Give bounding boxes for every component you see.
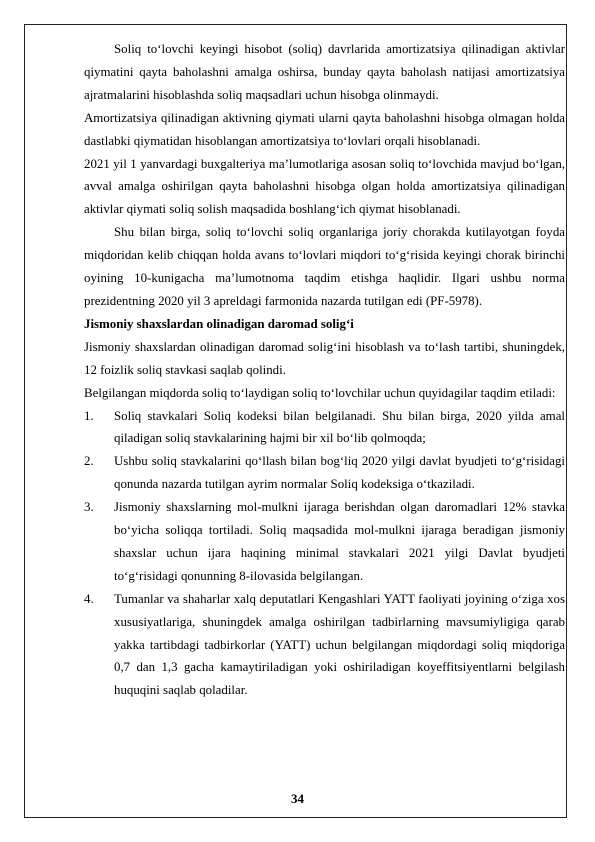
paragraph-advance-payments: Shu bilan birga, soliq to‘lovchi soliq organlariga joriy chorakda kutilayotgan foyda miqdoridan kelib chiqqan holda avans to‘lovlari miqdori to‘g‘risida keyingi chorak birinchi oyining 10-kunigacha ma’lumotnoma taqdim etishga haqlidir. Ilgari ushbu norma prezidentning 2020 yil 3 apreldagi farmonida nazarda tutilgan edi (PF-5978).	[84, 225, 565, 308]
paragraph-fixed-tax-intro: Belgilangan miqdorda soliq to‘laydigan soliq to‘lovchilar uchun quyidagilar taqdim etiladi:	[84, 385, 556, 400]
page-number: 34	[291, 791, 304, 806]
list-item-text: Jismoniy shaxslarning mol-mulkni ijaraga berishdan olgan daromadlari 12% stavka bo‘yicha soliqqa tortiladi. Soliq maqsadida mol-mulkni ijaraga beradigan jismoniy shaxslar uchun ijara haqining minimal stavkalari 2021 yilgi Davlat byudjeti to‘g‘risidagi qonunning 8-ilovasida belgilangan.	[114, 500, 565, 583]
list-item-number: 3.	[84, 500, 94, 515]
list-item-text: Tumanlar va shaharlar xalq deputatlari Kengashlari YATT faoliyati joyining o‘ziga xos xususiyatlariga, shuningdek amalga oshirilgan tadbirlarning mavsumiyligiga qarab yakka tartibdagi tadbirkorlar (YATT) uchun belgilangan miqdordagi soliq miqdoriga 0,7 dan 1,3 gacha kamaytiriladigan yoki oshiriladigan koyeffitsiyentlarni belgilash huquqini saqlab qoladilar.	[114, 591, 565, 698]
list-item-number: 2.	[84, 454, 94, 469]
paragraph-income-tax-order: Jismoniy shaxslardan olinadigan daromad solig‘ini hisoblash va to‘lash tartibi, shuningdek, 12 foizlik soliq stavkasi saqlab qolindi.	[84, 339, 565, 377]
list-item-number: 4.	[84, 591, 94, 606]
section-heading: Jismoniy shaxslardan olinadigan daromad solig‘i	[84, 316, 354, 331]
list-item-text: Soliq stavkalari Soliq kodeksi bilan belgilanadi. Shu bilan birga, 2020 yilda amal qiladigan soliq stavkalarining hajmi bir xil bo‘lib qolmoqda;	[114, 408, 565, 446]
paragraph-initial-value: 2021 yil 1 yanvardagi buxgalteriya ma’lumotlariga asosan soliq to‘lovchida mavjud bo‘lgan, avval amalga oshirilgan qayta baholashni hisobga olgan holda amortizatsiya qilinadigan aktivlar qiymati soliq solish maqsadida boshlang‘ich qiymat hisoblanadi.	[84, 156, 565, 217]
paragraph-amortization-revaluation: Soliq to‘lovchi keyingi hisobot (soliq) davrlarida amortizatsiya qilinadigan aktivlar qiymatini qayta baholashni amalga oshirsa, bunday qayta baholash natijasi amortizatsiya ajratmalarini hisoblashda soliq maqsadlari uchun hisobga olinmaydi.	[84, 42, 565, 102]
list-item-number: 1.	[84, 408, 94, 423]
list-item-text: Ushbu soliq stavkalarini qo‘llash bilan bog‘liq 2020 yilgi davlat byudjeti to‘g‘risidagi qonunda nazarda tutilgan ayrim normalar Soliq kodeksiga o‘tkaziladi.	[114, 454, 565, 492]
paragraph-amortization-value: Amortizatsiya qilinadigan aktivning qiymati ularni qayta baholashni hisobga olmagan holda dastlabki qiymatidan hisoblangan amortizatsiya to‘lovlari orqali hisoblanadi.	[84, 110, 565, 148]
list-item	[84, 405, 565, 451]
document-body	[84, 38, 565, 702]
list-item	[84, 450, 565, 496]
list-item	[84, 496, 565, 588]
list-item	[84, 588, 565, 703]
